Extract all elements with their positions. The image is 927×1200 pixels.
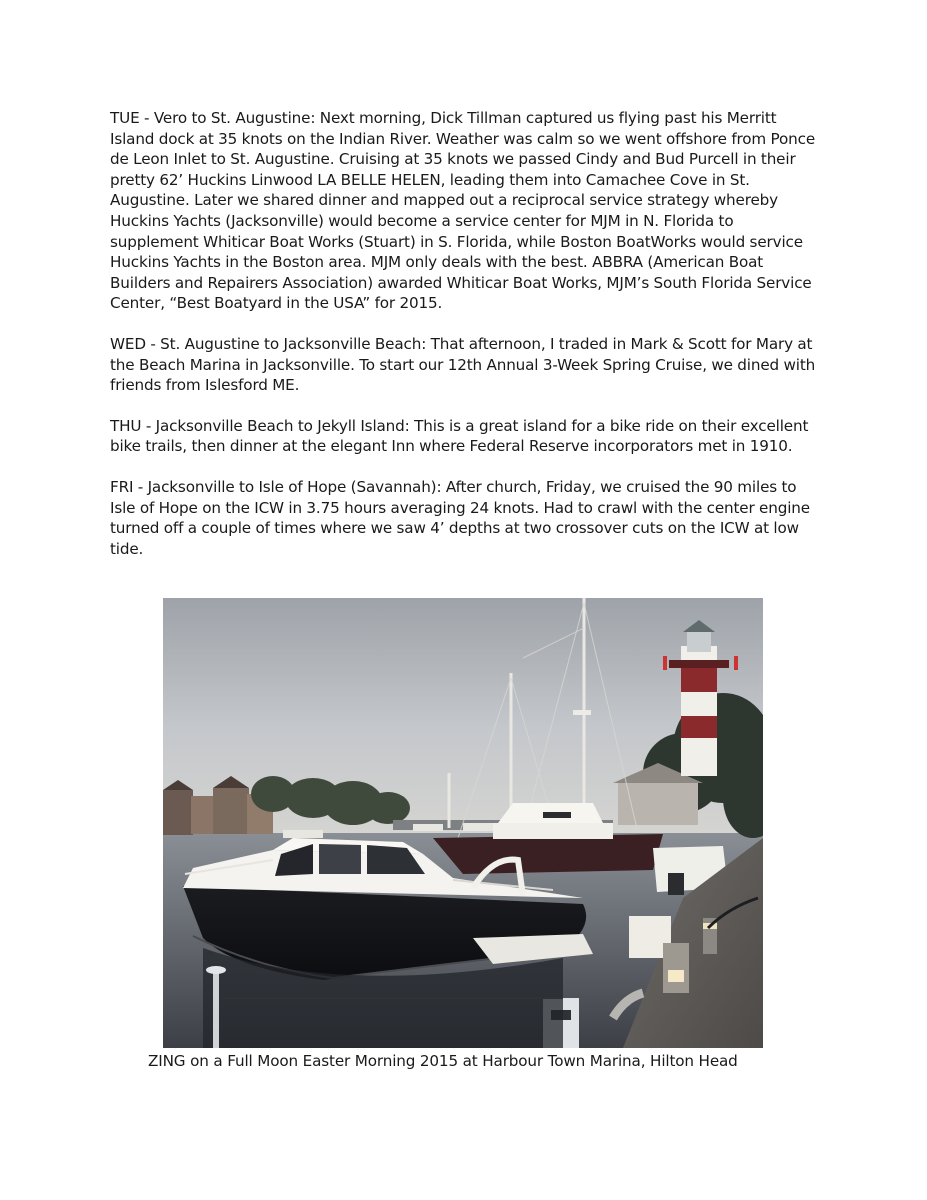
marina-photo xyxy=(163,598,763,1048)
paragraph-tuesday: TUE - Vero to St. Augustine: Next morning, Dick Tillman captured us flying past his Merritt Island dock at 35 knots on the Indian River. Weather was calm so we went offshore from Ponce de Leon Inlet to St. Augustine. Cruising at 35 knots we passed Cindy and Bud Purcell in their pretty 62’ Huckins Linwood LA BELLE HELEN, leading them into Camachee Cove in St. Augustine. Later we shared dinner and mapped out a reciprocal service strategy whereby Huckins Yachts (Jacksonville) would become a service center for MJM in N. Florida to supplement Whiticar Boat Works (Stuart) in S. Florida, while Boston BoatWorks would service Huckins Yachts in the Boston area. MJM only deals with the best. ABBRA (American Boat Builders and Repairers Association) awarded Whiticar Boat Works, MJM’s South Florida Service Center, “Best Boatyard in the USA” for 2015. xyxy=(110,109,816,313)
photo-caption: ZING on a Full Moon Easter Morning 2015 at Harbour Town Marina, Hilton Head xyxy=(148,1052,738,1070)
paragraph-friday: FRI - Jacksonville to Isle of Hope (Savannah): After church, Friday, we cruised the 90 miles to Isle of Hope on the ICW in 3.75 hours averaging 24 knots. Had to crawl with the center engine turned off a couple of times where we saw 4’ depths at two crossover cuts on the ICW at low tide. xyxy=(110,477,810,558)
marina-photo-illustration xyxy=(163,598,763,1048)
paragraph-wednesday: WED - St. Augustine to Jacksonville Beach: That afternoon, I traded in Mark & Scott for Mary at the Beach Marina in Jacksonville. To start our 12th Annual 3-Week Spring Cruise, we dined with friends from Islesford ME. xyxy=(110,334,816,395)
body-text xyxy=(110,108,822,579)
paragraph-thursday: THU - Jacksonville Beach to Jekyll Island: This is a great island for a bike ride on their excellent bike trails, then dinner at the elegant Inn where Federal Reserve incorporators met in 1910. xyxy=(110,416,809,456)
